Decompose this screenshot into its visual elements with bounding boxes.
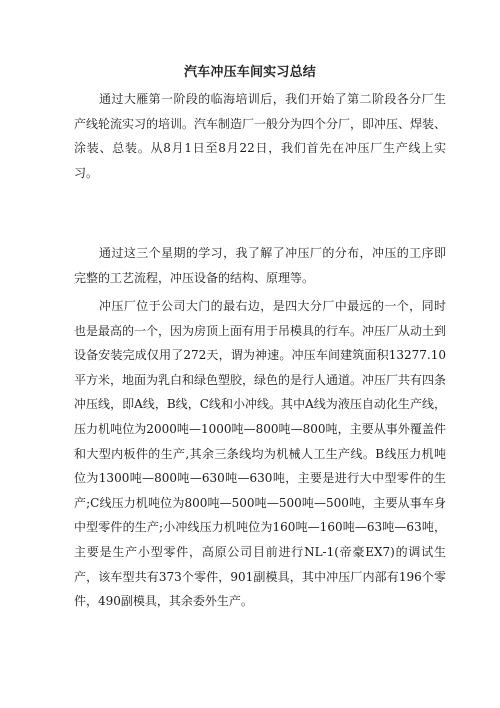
- document-title: 汽车冲压车间实习总结: [183, 65, 316, 80]
- paragraph-summary: 通过这三个星期的学习，我了解了冲压厂的分布，冲压的工序即完整的工艺流程，冲压设备的结构、原理等。: [74, 246, 446, 285]
- paragraph-intro: 通过大雁第一阶段的临海培训后，我们开始了第二阶段各分厂生产线轮流实习的培训。汽车制造厂一般分为四个分厂，即冲压、焊装、涂装、总装。从8月1日至8月22日，我们首先在冲压厂生产线上实习。: [74, 92, 447, 180]
- paragraph-plant-details: 冲压厂位于公司大门的最右边，是四大分厂中最远的一个，同时也是最高的一个，因为房顶上面有用于吊模具的行车。冲压厂从动土到设备安装完成仅用了272天，谓为神速。冲压车间建筑面积13277.10平方米，地面为乳白和绿色塑胶，绿色的是行人通道。冲压厂共有四条冲压线，即A线，B线，C线和小冲线。其中A线为液压自动化生产线，压力机吨位为2000吨—1000吨—800吨—800吨，主要从事外覆盖件和大型内板件的生产,其余三条线均为机械人工生产线。B线压力机吨位为1300吨—800吨—630吨—630吨，主要是进行大中型零件的生产;C线压力机吨位为800吨—500吨—500吨—500吨，主要从事车身中型零件的生产;小冲线压力机吨位为160吨—160吨—63吨—63吨，主要是生产小型零件，高原公司目前进行NL-1(帝豪EX7)的调试生产，该车型共有373个零件，901副模具，其中冲压厂内部有196个零件，490副模具，其余委外生产。: [74, 299, 447, 609]
